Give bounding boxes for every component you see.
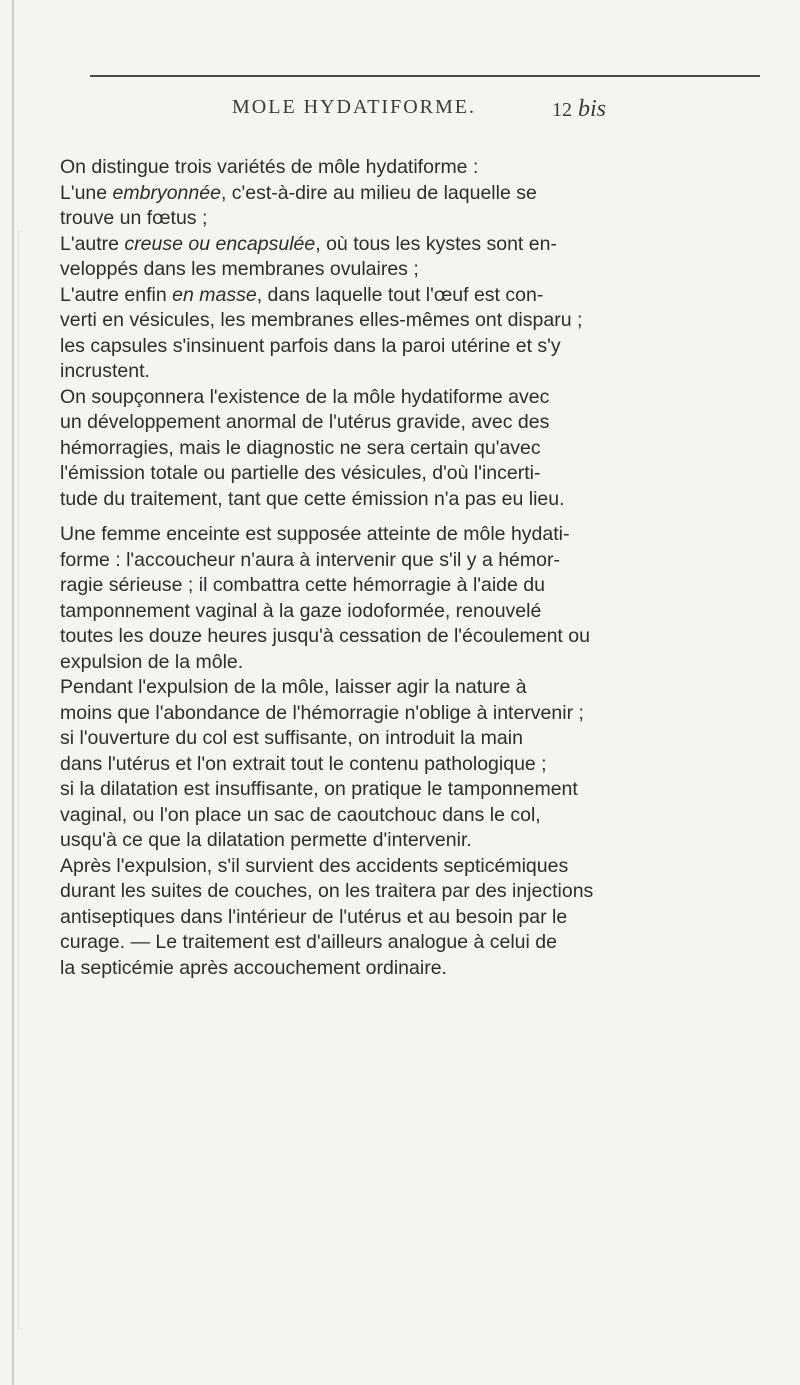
page-gutter-shadow [18, 230, 19, 1330]
text-line: durant les suites de couches, on les traitera par des injections [60, 880, 594, 902]
paragraph [60, 283, 760, 385]
page-gutter-edge [12, 0, 14, 1385]
text-line: les capsules s'insinuent parfois dans la paroi utérine et s'y [60, 334, 561, 357]
text-line: la septicémie après accouchement ordinaire. [60, 956, 447, 979]
text-line: forme : l'accoucheur n'aura à intervenir que s'il y a hémor- [60, 548, 560, 571]
body-text [60, 155, 760, 981]
italic-term: en masse [172, 283, 257, 306]
text-line: L'autre enfin en masse, dans laquelle tout l'œuf est con- [60, 283, 544, 306]
page-number-suffix: bis [578, 96, 607, 122]
text-line: On soupçonnera l'existence de la môle hydatiforme avec [60, 385, 550, 408]
paragraph [60, 522, 760, 675]
paragraph [60, 232, 760, 283]
text-line: usqu'à ce que la dilatation permette d'intervenir. [60, 829, 472, 851]
paragraph [60, 155, 760, 232]
text-line: toutes les douze heures jusqu'à cessation de l'écoulement ou [60, 625, 590, 647]
header-rule [90, 75, 760, 77]
text-line: incrustent. [60, 360, 150, 382]
text-line: si l'ouverture du col est suffisante, on introduit la main [60, 727, 523, 749]
text-line: tude du traitement, tant que cette émission n'a pas eu lieu. [60, 487, 565, 510]
paragraph [60, 854, 760, 982]
text-line: expulsion de la môle. [60, 650, 244, 673]
text-line: ragie sérieuse ; il combattra cette hémorragie à l'aide du [60, 574, 545, 596]
text-line: un développement anormal de l'utérus gravide, avec des [60, 411, 550, 433]
text-line: antiseptiques dans l'intérieur de l'utérus et au besoin par le [60, 905, 568, 928]
running-head [232, 88, 712, 128]
text-line: verti en vésicules, les membranes elles-mêmes ont disparu ; [60, 309, 583, 331]
text-line: veloppés dans les membranes ovulaires ; [60, 258, 419, 280]
text-line: moins que l'abondance de l'hémorragie n'oblige à intervenir ; [60, 701, 584, 724]
text-line: si la dilatation est insuffisante, on pratique le tamponnement [60, 778, 578, 800]
text-line: On distingue trois variétés de môle hydatiforme : [60, 156, 479, 178]
text-line: trouve un fœtus ; [60, 207, 208, 229]
text-line: L'autre creuse ou encapsulée, où tous les kystes sont en- [60, 232, 557, 255]
text-line: vaginal, ou l'on place un sac de caoutchouc dans le col, [60, 803, 541, 826]
text-line: dans l'utérus et l'on extrait tout le contenu pathologique ; [60, 752, 547, 775]
text-line: L'une embryonnée, c'est-à-dire au milieu de laquelle se [60, 181, 537, 204]
paragraph [60, 385, 760, 513]
paragraph [60, 675, 760, 854]
text-line: curage. — Le traitement est d'ailleurs analogue à celui de [60, 931, 557, 953]
page-number-value: 12 [552, 99, 572, 121]
text-line: Une femme enceinte est supposée atteinte de môle hydati- [60, 523, 570, 545]
text-line: hémorragies, mais le diagnostic ne sera certain qu'avec [60, 436, 541, 459]
page-number [552, 96, 606, 123]
text-line: Pendant l'expulsion de la môle, laisser agir la nature à [60, 676, 527, 698]
italic-term: creuse ou encapsulée [124, 232, 316, 255]
italic-term: embryonnée [112, 181, 221, 204]
running-title: MOLE HYDATIFORME. [232, 96, 476, 118]
text-line: tamponnement vaginal à la gaze iodoformée, renouvelé [60, 599, 542, 622]
text-line: Après l'expulsion, s'il survient des accidents septicémiques [60, 854, 569, 877]
text-line: l'émission totale ou partielle des vésicules, d'où l'incerti- [60, 462, 541, 484]
